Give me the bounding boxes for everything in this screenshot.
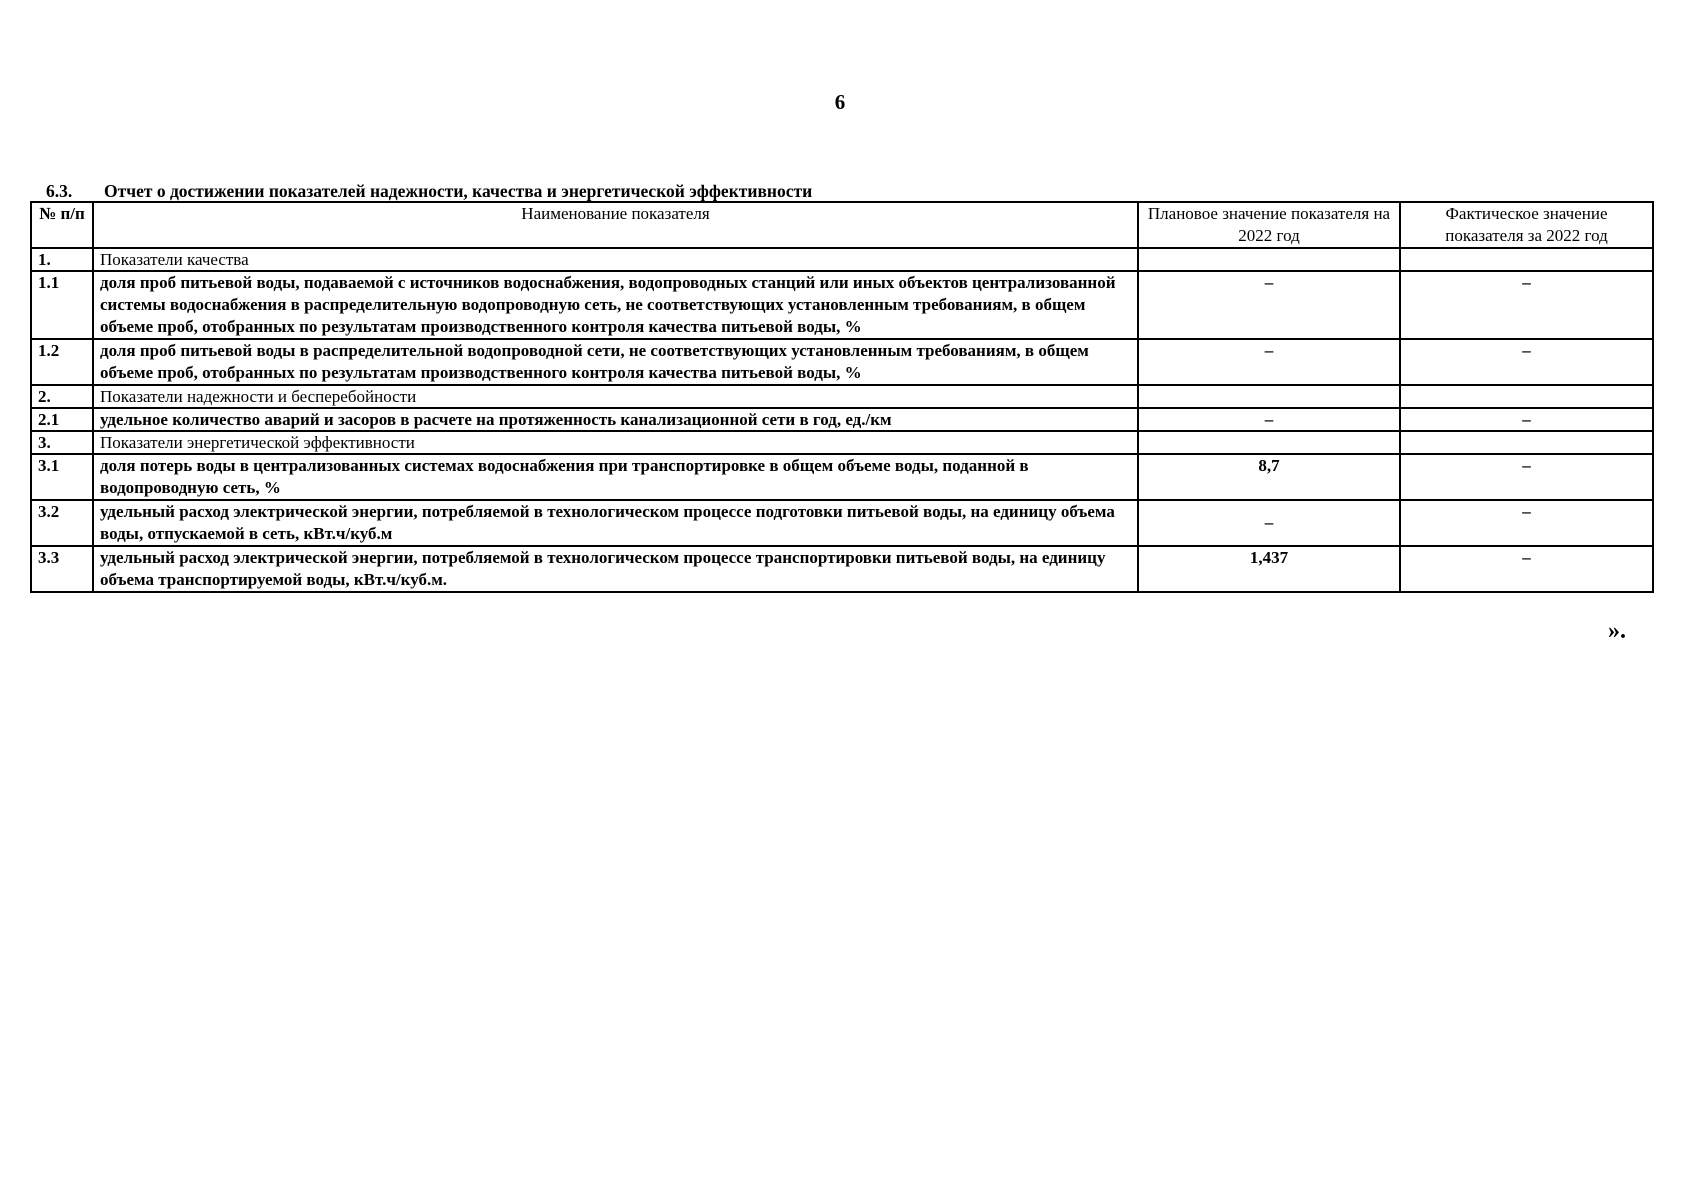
row-name: доля проб питьевой воды, подаваемой с источников водоснабжения, водопроводных станций или иных объектов централизованной системы водоснабжения в распределительную водопроводную сеть, не соответствующих установленным требованиям, в общем объеме проб, отобранных по результатам производственного контроля качества питьевой воды, %	[93, 271, 1138, 339]
section-number: 6.3.	[46, 181, 73, 201]
row-num: 2.	[31, 385, 93, 408]
table-row	[31, 248, 1653, 271]
row-num: 3.1	[31, 454, 93, 500]
row-plan: 1,437	[1138, 546, 1400, 592]
row-fact	[1400, 431, 1653, 454]
row-plan	[1138, 431, 1400, 454]
table-row	[31, 408, 1653, 431]
indicators-table	[30, 201, 1654, 593]
row-plan: –	[1138, 500, 1400, 546]
table-row	[31, 546, 1653, 592]
row-plan: –	[1138, 339, 1400, 385]
section-title: Отчет о достижении показателей надежности, качества и энергетической эффективности	[104, 181, 813, 201]
row-name: Показатели энергетической эффективности	[93, 431, 1138, 454]
row-plan: 8,7	[1138, 454, 1400, 500]
row-num: 1.	[31, 248, 93, 271]
row-num: 3.3	[31, 546, 93, 592]
row-fact: –	[1400, 408, 1653, 431]
row-name: Показатели надежности и бесперебойности	[93, 385, 1138, 408]
table-row	[31, 500, 1653, 546]
row-num: 2.1	[31, 408, 93, 431]
row-num: 1.1	[31, 271, 93, 339]
closing-quote-mark: ».	[1608, 618, 1626, 644]
row-plan	[1138, 248, 1400, 271]
table-header-row	[31, 202, 1653, 248]
header-num: № п/п	[31, 202, 93, 248]
header-fact: Фактическое значение показателя за 2022 год	[1400, 202, 1653, 248]
row-fact	[1400, 248, 1653, 271]
row-plan: –	[1138, 271, 1400, 339]
row-fact: –	[1400, 271, 1653, 339]
table-row	[31, 431, 1653, 454]
page-number: 6	[834, 90, 846, 114]
header-plan: Плановое значение показателя на 2022 год	[1138, 202, 1400, 248]
row-name: доля проб питьевой воды в распределительной водопроводной сети, не соответствующих установленным требованиям, в общем объеме проб, отобранных по результатам производственного контроля качества питьевой воды, %	[93, 339, 1138, 385]
row-name: удельное количество аварий и засоров в расчете на протяженность канализационной сети в год, ед./км	[93, 408, 1138, 431]
row-fact: –	[1400, 500, 1653, 546]
row-fact	[1400, 385, 1653, 408]
row-num: 3.	[31, 431, 93, 454]
table-row	[31, 339, 1653, 385]
row-name: доля потерь воды в централизованных системах водоснабжения при транспортировке в общем объеме воды, поданной в водопроводную сеть, %	[93, 454, 1138, 500]
section-heading	[46, 181, 812, 202]
row-name: удельный расход электрической энергии, потребляемой в технологическом процессе подготовки питьевой воды, на единицу объема воды, отпускаемой в сеть, кВт.ч/куб.м	[93, 500, 1138, 546]
header-name: Наименование показателя	[93, 202, 1138, 248]
table-row	[31, 385, 1653, 408]
row-name: удельный расход электрической энергии, потребляемой в технологическом процессе транспортировки питьевой воды, на единицу объема транспортируемой воды, кВт.ч/куб.м.	[93, 546, 1138, 592]
row-plan	[1138, 385, 1400, 408]
table-row	[31, 454, 1653, 500]
table-row	[31, 271, 1653, 339]
row-num: 1.2	[31, 339, 93, 385]
row-fact: –	[1400, 454, 1653, 500]
row-fact: –	[1400, 546, 1653, 592]
row-num: 3.2	[31, 500, 93, 546]
row-name: Показатели качества	[93, 248, 1138, 271]
row-plan: –	[1138, 408, 1400, 431]
row-fact: –	[1400, 339, 1653, 385]
